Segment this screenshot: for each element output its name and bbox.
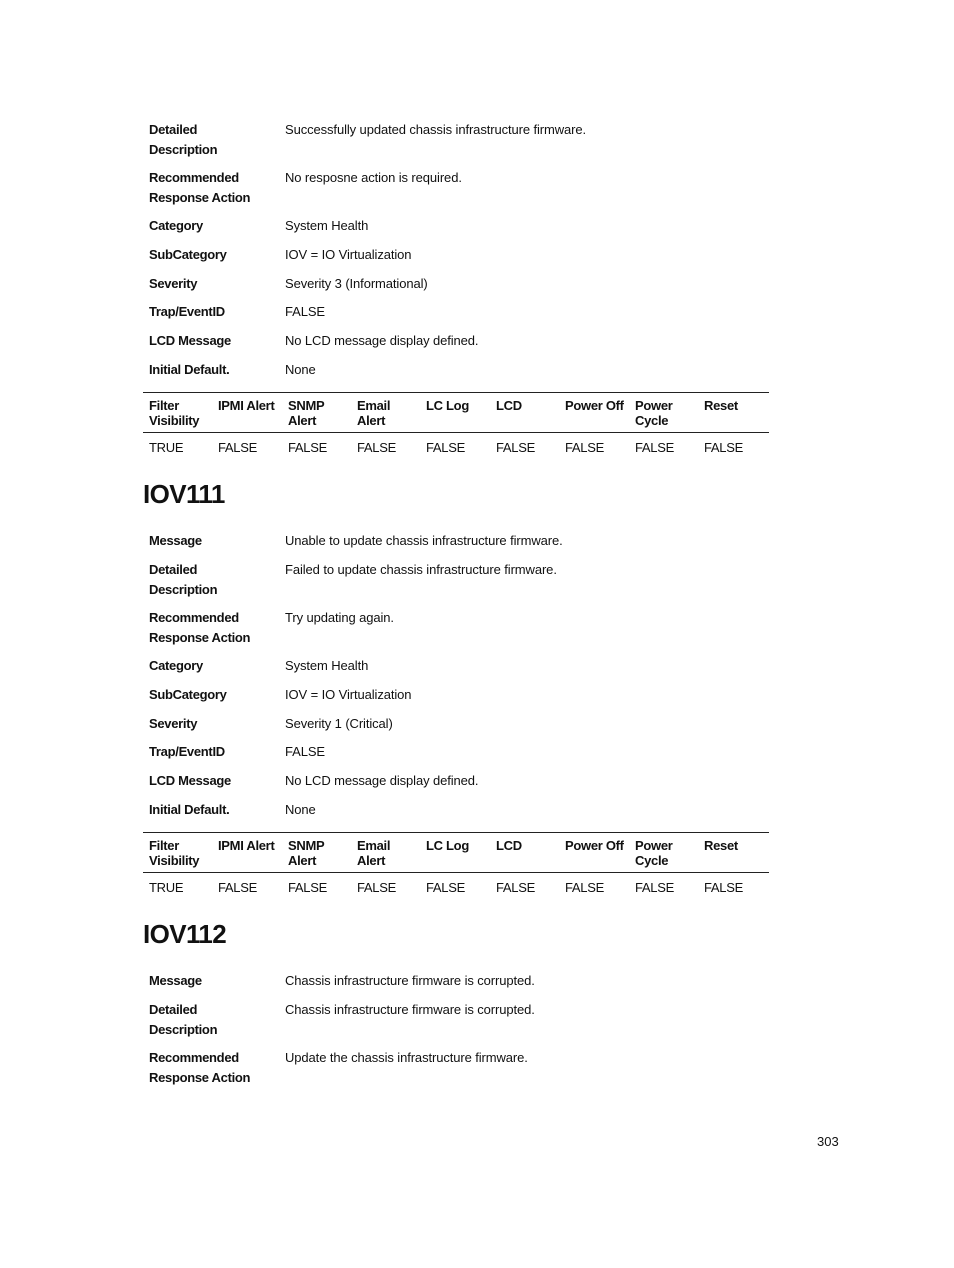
field-value: No LCD message display defined. [285,773,479,788]
field-label [149,560,279,599]
header-lc-log: LC Log [426,398,469,413]
field-value: IOV = IO Virtualization [285,247,412,262]
field-label: LCD Message [149,333,231,348]
value-power-cycle: FALSE [635,880,674,895]
value-email-alert: FALSE [357,440,396,455]
field-label: Category [149,218,203,233]
field-label: LCD Message [149,773,231,788]
header-power-cycle: Power Cycle [635,838,673,868]
field-label-text: Detailed Description [149,1002,218,1037]
field-label: Category [149,658,203,673]
value-power-cycle: FALSE [635,440,674,455]
field-value: No LCD message display defined. [285,333,479,348]
value-email-alert: FALSE [357,880,396,895]
header-email-alert: Email Alert [357,398,391,428]
value-filter-visibility: TRUE [149,880,184,895]
field-value: Unable to update chassis infrastructure firmware. [285,533,563,548]
table-rule-top [143,392,769,393]
value-lc-log: FALSE [426,880,465,895]
header-reset: Reset [704,838,738,853]
field-label: Initial Default. [149,362,230,377]
header-lcd: LCD [496,398,522,413]
value-ipmi-alert: FALSE [218,880,257,895]
header-lc-log: LC Log [426,838,469,853]
value-reset: FALSE [704,880,743,895]
header-power-cycle: Power Cycle [635,398,673,428]
page-number: 303 [817,1134,839,1149]
value-lc-log: FALSE [426,440,465,455]
field-label [149,608,279,647]
field-value: System Health [285,658,369,673]
field-value: IOV = IO Virtualization [285,687,412,702]
header-power-off: Power Off [565,838,624,853]
section-title-iov111: IOV111 [143,479,225,509]
table-rule-top [143,832,769,833]
field-label: SubCategory [149,247,227,262]
field-value: Chassis infrastructure firmware is corrupted. [285,973,535,988]
field-value: System Health [285,218,369,233]
field-value: FALSE [285,304,325,319]
table-rule-mid [143,872,769,873]
field-label [149,168,279,207]
field-value: Failed to update chassis infrastructure firmware. [285,562,557,577]
field-value: Try updating again. [285,610,394,625]
field-label: Trap/EventID [149,744,225,759]
field-value: Successfully updated chassis infrastructure firmware. [285,122,587,137]
header-filter-visibility: Filter Visibility [149,838,200,868]
field-value: Update the chassis infrastructure firmware. [285,1050,528,1065]
field-label: Initial Default. [149,802,230,817]
field-value: Severity 3 (Informational) [285,276,428,291]
field-value: Severity 1 (Critical) [285,716,393,731]
field-label-text: Recommended Response Action [149,610,251,645]
field-label-text: Recommended Response Action [149,1050,251,1085]
header-ipmi-alert: IPMI Alert [218,838,275,853]
value-lcd: FALSE [496,440,535,455]
header-snmp-alert: SNMP Alert [288,398,325,428]
value-snmp-alert: FALSE [288,880,327,895]
value-filter-visibility: TRUE [149,440,184,455]
field-value: FALSE [285,744,325,759]
field-label-text: Recommended Response Action [149,170,251,205]
field-value: No resposne action is required. [285,170,462,185]
field-label-text: Detailed Description [149,562,218,597]
value-lcd: FALSE [496,880,535,895]
header-snmp-alert: SNMP Alert [288,838,325,868]
table-rule-mid [143,432,769,433]
section-title-iov112: IOV112 [143,919,227,949]
field-label: Message [149,533,202,548]
value-snmp-alert: FALSE [288,440,327,455]
header-ipmi-alert: IPMI Alert [218,398,275,413]
field-label [149,1048,279,1087]
value-power-off: FALSE [565,440,604,455]
header-reset: Reset [704,398,738,413]
field-label: Message [149,973,202,988]
field-value: None [285,802,316,817]
header-power-off: Power Off [565,398,624,413]
field-label: SubCategory [149,687,227,702]
header-lcd: LCD [496,838,522,853]
value-reset: FALSE [704,440,743,455]
field-label-text: Detailed Description [149,122,218,157]
header-filter-visibility: Filter Visibility [149,398,200,428]
field-label: Severity [149,276,198,291]
field-label [149,120,279,159]
field-value: None [285,362,316,377]
value-power-off: FALSE [565,880,604,895]
value-ipmi-alert: FALSE [218,440,257,455]
field-label: Trap/EventID [149,304,225,319]
field-value: Chassis infrastructure firmware is corrupted. [285,1002,535,1017]
header-email-alert: Email Alert [357,838,391,868]
field-label: Severity [149,716,198,731]
field-label [149,1000,279,1039]
